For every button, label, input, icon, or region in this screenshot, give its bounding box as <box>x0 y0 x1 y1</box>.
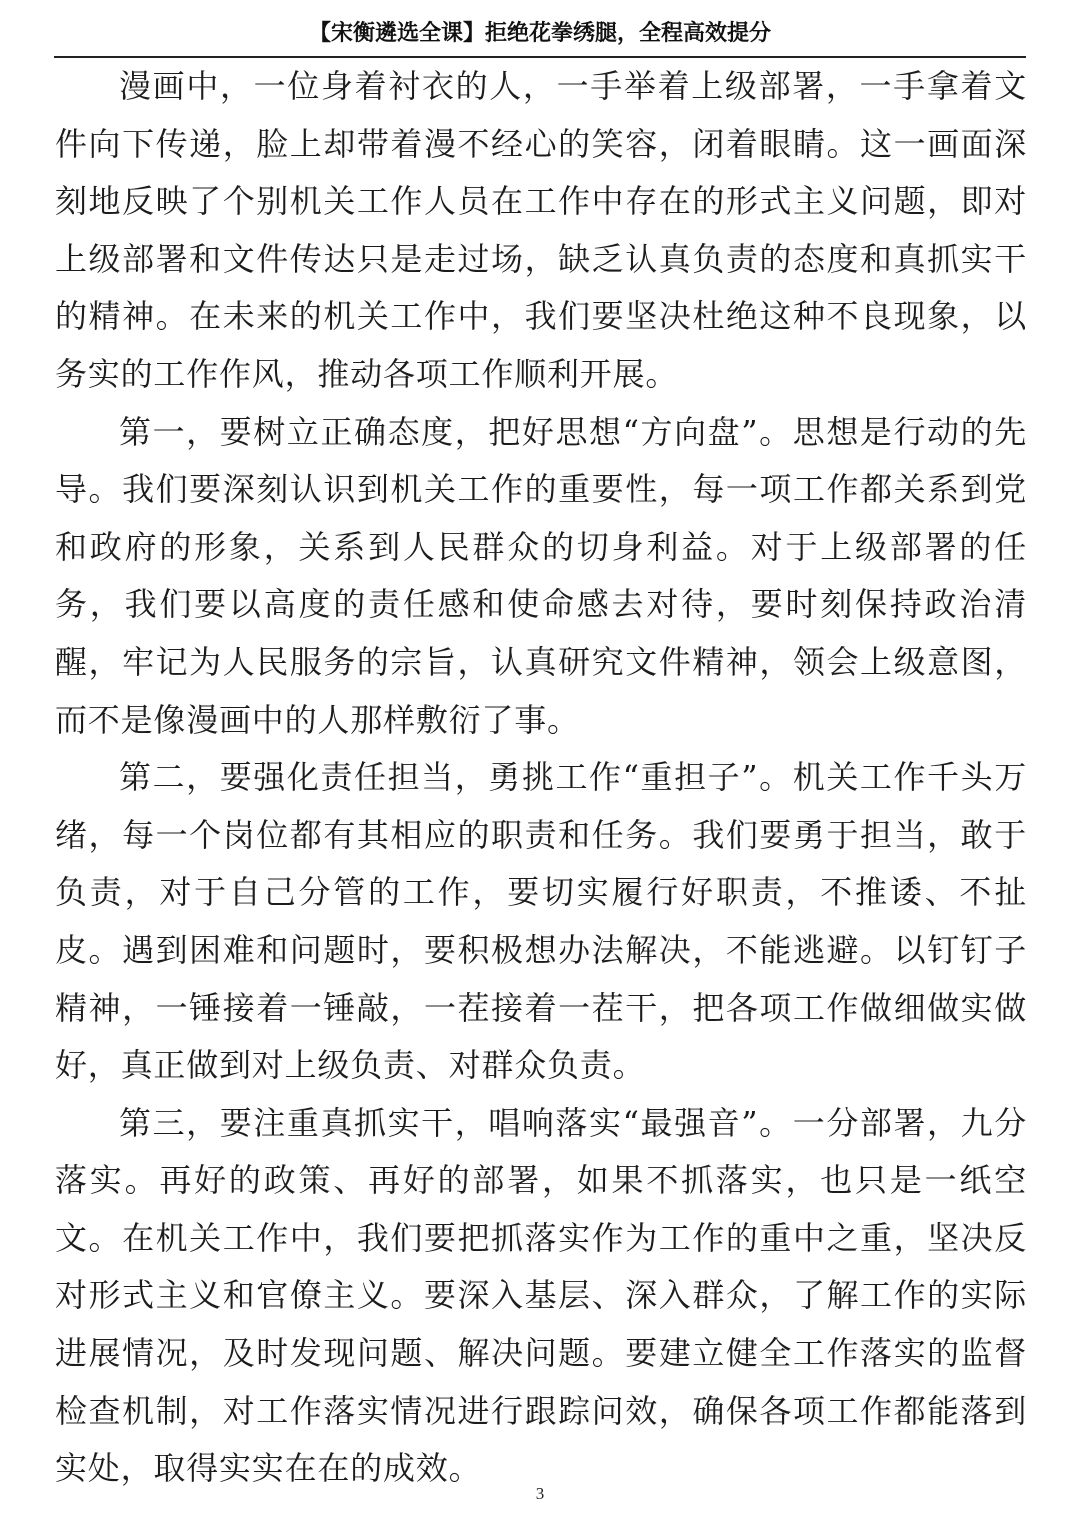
paragraph-first-point: 第一，要树立正确态度，把好思想“方向盘”。思想是行动的先导。我们要深刻认识到机关工作的重要性，每一项工作都关系到党和政府的形象，关系到人民群众的切身利益。对于上级部署的任务，我们要以高度的责任感和使命感去对待，要时刻保持政治清醒，牢记为人民服务的宗旨，认真研究文件精神，领会上级意图，而不是像漫画中的人那样敷衍了事。 <box>55 412 1027 739</box>
document-body <box>55 58 1027 1498</box>
page-number: 3 <box>535 1484 545 1503</box>
paragraph-third-point: 第三，要注重真抓实干，唱响落实“最强音”。一分部署，九分落实。再好的政策、再好的部署，如果不抓落实，也只是一纸空文。在机关工作中，我们要把抓落实作为工作的重中之重，坚决反对形式主义和官僚主义。要深入基层、深入群众，了解工作的实际进展情况，及时发现问题、解决问题。要建立健全工作落实的监督检查机制，对工作落实情况进行跟踪问效，确保各项工作都能落到实处，取得实实在在的成效。 <box>55 1103 1027 1488</box>
page-header: 【宋衡遴选全课】拒绝花拳绣腿，全程高效提分 <box>308 21 771 46</box>
paragraph-second-point: 第二，要强化责任担当，勇挑工作“重担子”。机关工作千头万绪，每一个岗位都有其相应的职责和任务。我们要勇于担当，敢于负责，对于自己分管的工作，要切实履行好职责，不推诿、不扯皮。遇到困难和问题时，要积极想办法解决，不能逃避。以钉钉子精神，一锤接着一锤敲，一茬接着一茬干，把各项工作做细做实做好，真正做到对上级负责、对群众负责。 <box>55 758 1027 1085</box>
paragraph-intro: 漫画中，一位身着衬衣的人，一手举着上级部署，一手拿着文件向下传递，脸上却带着漫不经心的笑容，闭着眼睛。这一画面深刻地反映了个别机关工作人员在工作中存在的形式主义问题，即对上级部署和文件传达只是走过场，缺乏认真负责的态度和真抓实干的精神。在未来的机关工作中，我们要坚决杜绝这种不良现象，以务实的工作作风，推动各项工作顺利开展。 <box>55 67 1027 393</box>
